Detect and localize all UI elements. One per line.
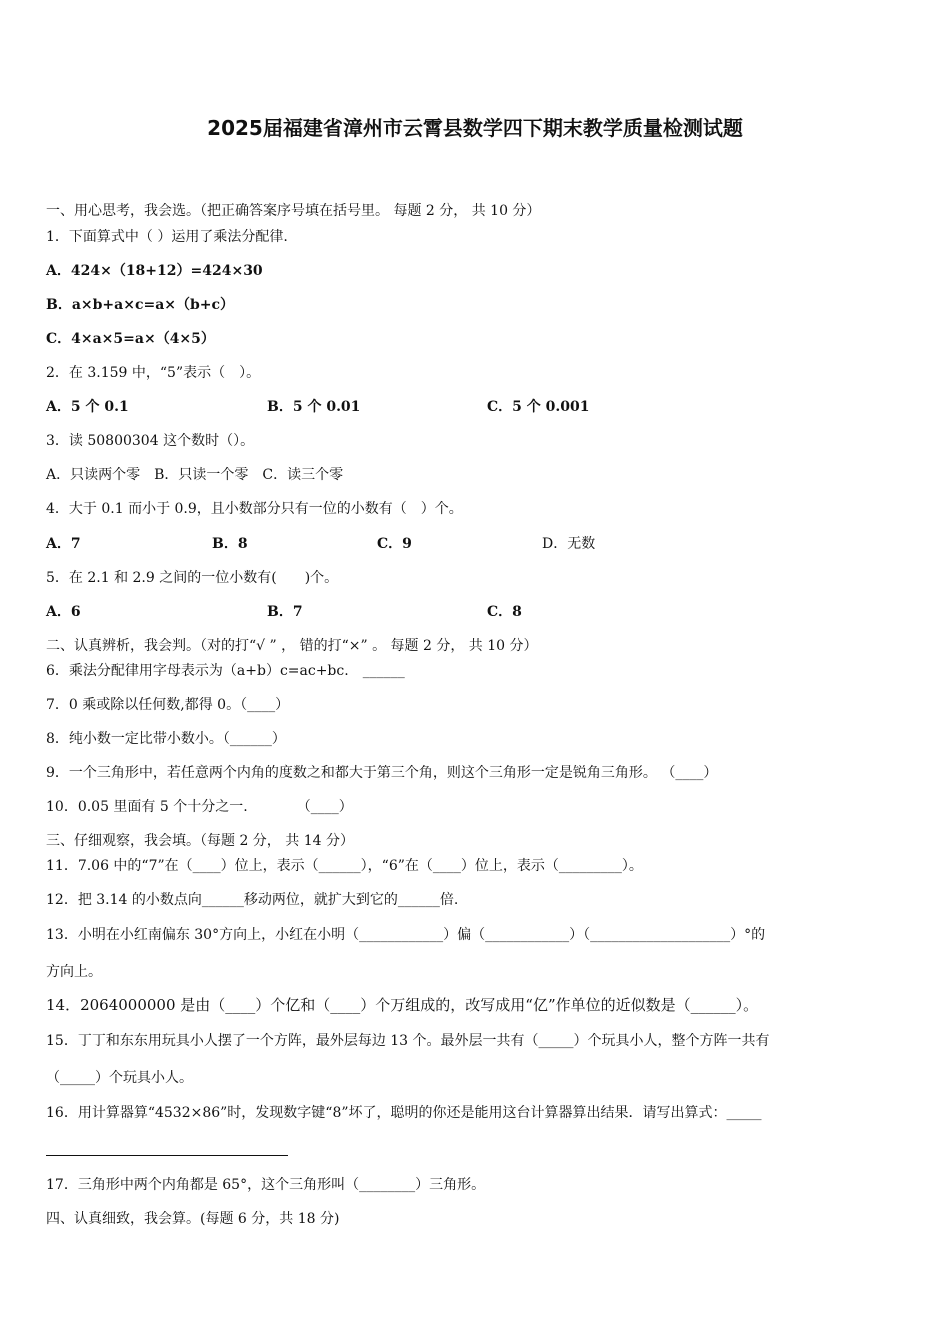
question-10: 10．0.05 里面有 5 个十分之一. （____） bbox=[46, 799, 353, 815]
section-3-heading: 三、仔细观察，我会填。（每题 2 分， 共 14 分） bbox=[46, 833, 354, 849]
question-13-continued: 方向上。 bbox=[46, 964, 102, 980]
question-3: 3．读 50800304 这个数时（）。 bbox=[46, 433, 255, 449]
section-2-heading: 二、认真辨析，我会判。（对的打“√ ” ， 错的打“×” 。 每题 2 分， 共 10 分） bbox=[46, 638, 538, 654]
section-4-heading: 四、认真细致，我会算。(每题 6 分，共 18 分) bbox=[46, 1211, 340, 1227]
q2-option-b: B．5 个 0.01 bbox=[267, 399, 361, 415]
q4-option-d: D．无数 bbox=[542, 536, 596, 552]
question-14: 14．2064000000 是由（____）个亿和（____）个万组成的，改写成用“亿”作单位的近似数是（______）。 bbox=[46, 996, 759, 1014]
question-2: 2．在 3.159 中，“5”表示（ ）。 bbox=[46, 365, 261, 381]
q4-option-a: A．7 bbox=[46, 536, 81, 552]
q3-options: A．只读两个零 B．只读一个零 C．读三个零 bbox=[46, 467, 344, 483]
q4-option-b: B．8 bbox=[212, 536, 248, 552]
question-12: 12．把 3.14 的小数点向______移动两位，就扩大到它的______倍. bbox=[46, 892, 459, 908]
question-7: 7．0 乘或除以任何数,都得 0。（____） bbox=[46, 697, 290, 713]
page-title: 2025届福建省漳州市云霄县数学四下期末教学质量检测试题 bbox=[207, 116, 743, 140]
question-17: 17．三角形中两个内角都是 65°，这个三角形叫（________）三角形。 bbox=[46, 1177, 486, 1193]
q5-option-c: C．8 bbox=[487, 604, 522, 620]
question-6: 6．乘法分配律用字母表示为（a+b）c=ac+bc. ______ bbox=[46, 663, 405, 679]
question-15-continued: （_____）个玩具小人。 bbox=[46, 1070, 193, 1086]
question-4: 4．大于 0.1 而小于 0.9，且小数部分只有一位的小数有（ ）个。 bbox=[46, 501, 463, 517]
question-5: 5．在 2.1 和 2.9 之间的一位小数有( )个。 bbox=[46, 570, 339, 586]
q4-option-c: C．9 bbox=[377, 536, 412, 552]
q2-option-c: C．5 个 0.001 bbox=[487, 399, 590, 415]
section-1-heading: 一、用心思考，我会选。（把正确答案序号填在括号里。 每题 2 分， 共 10 分） bbox=[46, 203, 541, 219]
answer-line bbox=[46, 1155, 288, 1156]
question-13: 13．小明在小红南偏东 30°方向上，小红在小明（____________）偏（____________）（____________________）°的 bbox=[46, 927, 766, 943]
question-11: 11．7.06 中的“7”在（____）位上，表示（______），“6”在（____）位上，表示（_________）。 bbox=[46, 858, 643, 874]
question-1: 1．下面算式中（ ）运用了乘法分配律. bbox=[46, 229, 288, 245]
q1-option-c: C．4×a×5=a×（4×5） bbox=[46, 331, 215, 347]
q5-option-a: A．6 bbox=[46, 604, 81, 620]
q1-option-a: A．424×（18+12）=424×30 bbox=[46, 263, 263, 279]
q1-option-b: B．a×b+a×c=a×（b+c） bbox=[46, 297, 235, 313]
question-16: 16．用计算器算“4532×86”时，发现数字键“8”坏了，聪明的你还是能用这台计算器算出结果．请写出算式：_____ bbox=[46, 1105, 762, 1121]
question-15: 15．丁丁和东东用玩具小人摆了一个方阵，最外层每边 13 个。最外层一共有（_____）个玩具小人，整个方阵一共有 bbox=[46, 1033, 770, 1049]
q5-option-b: B．7 bbox=[267, 604, 303, 620]
question-8: 8．纯小数一定比带小数小。（______） bbox=[46, 731, 286, 747]
q2-option-a: A．5 个 0.1 bbox=[46, 399, 129, 415]
question-9: 9．一个三角形中，若任意两个内角的度数之和都大于第三个角，则这个三角形一定是锐角三角形。 （____） bbox=[46, 765, 718, 781]
